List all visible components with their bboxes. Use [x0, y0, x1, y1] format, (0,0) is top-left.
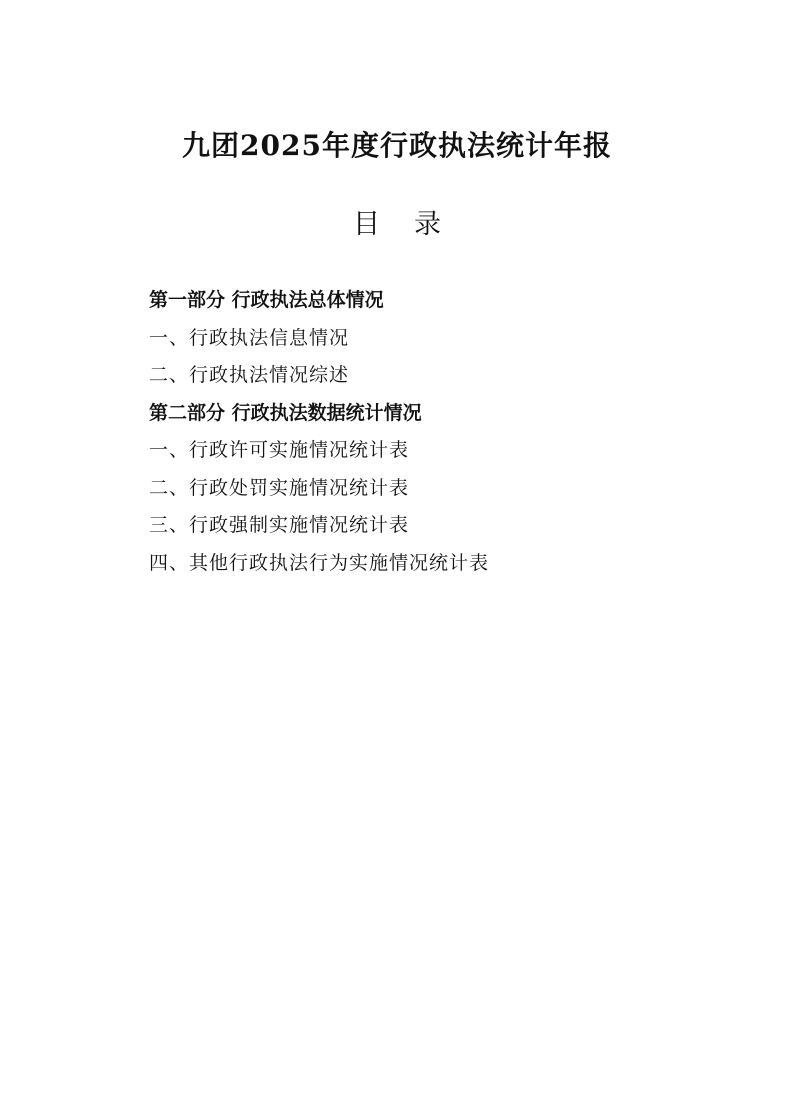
document-title: 九团2025年度行政执法统计年报: [182, 129, 612, 162]
toc-item-overview: 二、行政执法情况综述: [149, 364, 350, 386]
toc-part-2: 第二部分 行政执法数据统计情况: [149, 401, 422, 424]
toc-item-enforcement: 三、行政强制实施情况统计表: [149, 514, 410, 536]
toc-item-penalty: 二、行政处罚实施情况统计表: [149, 476, 410, 499]
toc-item-info: 一、行政执法信息情况: [149, 326, 350, 349]
toc-heading: 目录: [353, 209, 475, 240]
toc-part-1: 第一部分 行政执法总体情况: [149, 289, 384, 311]
toc-item-licensing: 一、行政许可实施情况统计表: [149, 439, 410, 461]
table-of-contents: [149, 282, 749, 582]
toc-item-other: 四、其他行政执法行为实施情况统计表: [149, 551, 490, 574]
